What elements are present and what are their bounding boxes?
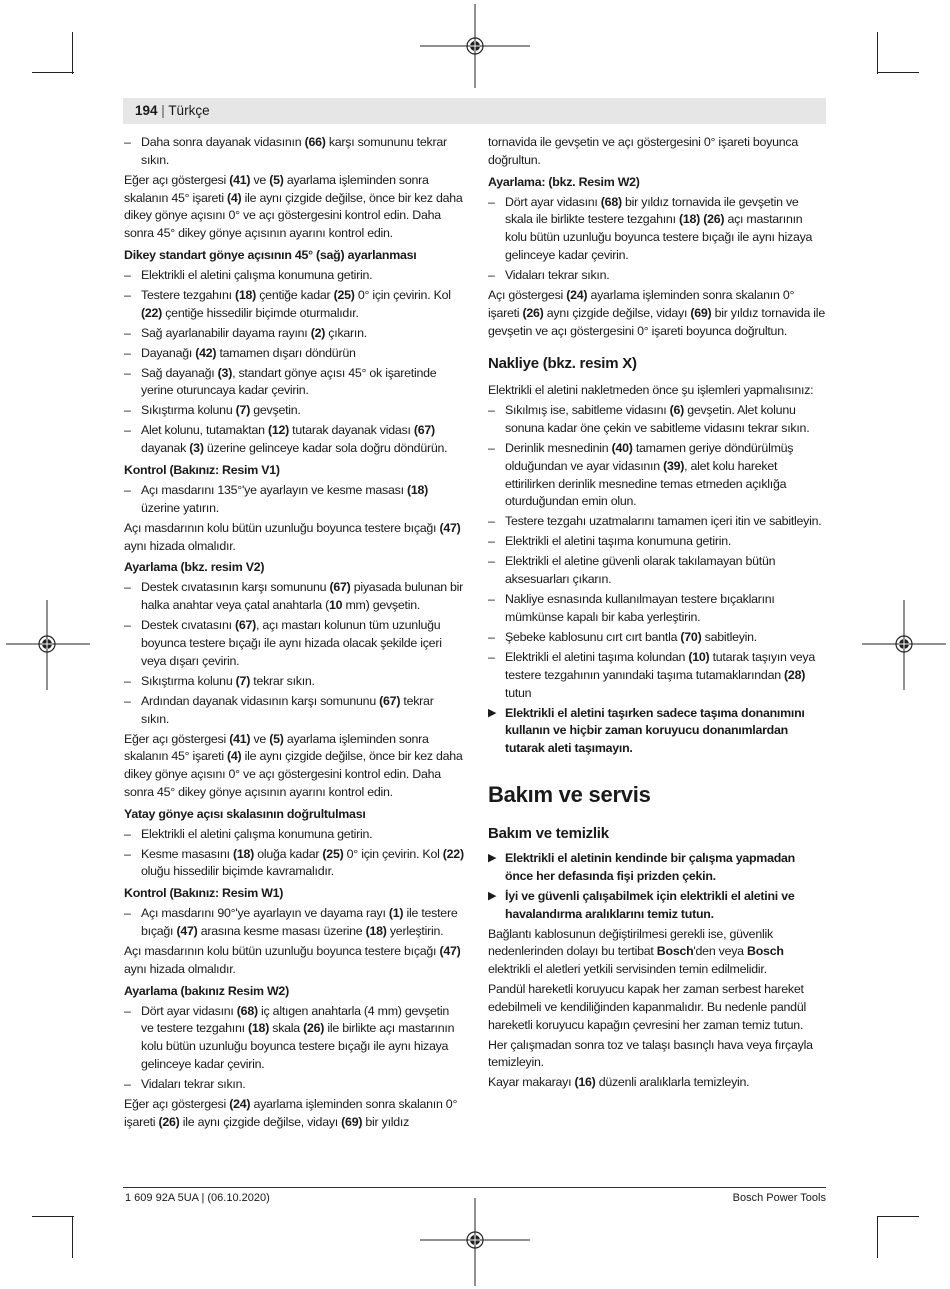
list-item: – Sıkıştırma kolunu (7) gevşetin. (124, 402, 464, 420)
list-item: – Elektrikli el aletine güvenli olarak takılamayan bütün aksesuarları çıkarın. (488, 553, 826, 589)
header-language: Türkçe (168, 103, 210, 118)
crop-mark (877, 1216, 878, 1258)
footer-doc-number: 1 609 92A 5UA | (06.10.2020) (125, 1192, 270, 1204)
header-divider: | (161, 103, 169, 118)
list-item: – Dört ayar vidasını (68) iç altıgen anahtarla (4 mm) gevşetin ve testere tezgahını (18) skala (26) ile birlikte açı mastarının kolu bütün uzunluğu boyunca testere bıçağı ile aynı hizaya gelinceye kadar çevirin. (124, 1003, 464, 1074)
paragraph: Açı göstergesi (24) ayarlama işleminden sonra skalanın 0° işareti (26) aynı çizgide değilse, vidayı (69) bir yıldız tornavida ile gevşetin ve açı göstergesini 0° işareti boyunca doğrultun. (488, 287, 825, 338)
crop-mark (72, 1216, 73, 1258)
subheading: Kontrol (Bakınız: Resim W1) (124, 886, 284, 901)
list-item: – Sıkılmış ise, sabitleme vidasını (6) gevşetin. Alet kolunu sonuna kadar öne çekin ve sabitleme vidasını tekrar sıkın. (488, 402, 826, 438)
left-column (124, 134, 464, 1134)
registration-mark-right (862, 600, 946, 690)
list-item: – Sıkıştırma kolunu (7) tekrar sıkın. (124, 673, 464, 691)
registration-mark-bottom (420, 1198, 530, 1286)
list-item: – Sağ ayarlanabilir dayama rayını (2) çıkarın. (124, 325, 464, 343)
crop-mark (877, 72, 919, 73)
crop-mark (72, 32, 73, 74)
paragraph: tornavida ile gevşetin ve açı göstergesini 0° işareti boyunca doğrultun. (488, 135, 798, 167)
paragraph: Her çalışmadan sonra toz ve talaşı basınçlı hava veya fırçayla temizleyin. (488, 1037, 813, 1070)
crop-mark (32, 72, 74, 73)
paragraph: Eğer açı göstergesi (41) ve (5) ayarlama işleminden sonra skalanın 45° işareti (4) ile aynı çizgide değilse, önce bir kez daha dikey gönye açısını 0° ve açı göstergesini kontrol edin. Daha sonra 45° dikey gönye açısının ayarını kontrol edin. (124, 731, 463, 799)
warning-item: ▶ Elektrikli el aletini taşırken sadece taşıma donanımını kullanın ve hiçbir zaman koruyucu donanımlardan tutarak aleti taşımayın. (488, 705, 826, 758)
right-column (488, 134, 826, 1094)
list-item: – Destek cıvatasını (67), açı mastarı kolunun tüm uzunluğu boyunca testere bıçağı ile aynı hizada olacak şekilde içeri veya dışarı çevirin. (124, 617, 464, 670)
subheading: Dikey standart gönye açısının 45° (sağ) ayarlanması (124, 247, 417, 262)
subheading: Kontrol (Bakınız: Resim V1) (124, 463, 280, 478)
list-item: – Vidaları tekrar sıkın. (488, 267, 826, 285)
page-number: 194 (135, 103, 158, 118)
list-item: – Elektrikli el aletini çalışma konumuna getirin. (124, 267, 464, 285)
list-item: – Dört ayar vidasını (68) bir yıldız tornavida ile gevşetin ve skala ile birlikte testere tezgahını (18) (26) açı mastarının kolu bütün uzunluğu boyunca testere bıçağı ile aynı hizaya gelinceye kadar çevirin. (488, 194, 826, 265)
page-header-bar (123, 98, 826, 124)
paragraph: Açı masdarının kolu bütün uzunluğu boyunca testere bıçağı (47) aynı hizada olmalıdır. (124, 520, 461, 553)
list-item: – Açı masdarını 135°'ye ayarlayın ve kesme masası (18) üzerine yatırın. (124, 482, 464, 518)
paragraph: Bağlantı kablosunun değiştirilmesi gerekli ise, güvenlik nedenlerinden dolayı bu tertibat Bosch'den veya Bosch elektrikli el aletleri yetkili servisinden temin edilmelidir. (488, 926, 784, 977)
subheading: Yatay gönye açısı skalasının doğrultulması (124, 806, 366, 821)
warning-item: ▶ Elektrikli el aletinin kendinde bir çalışma yapmadan önce her defasında fişi prizden çekin. (488, 850, 826, 886)
list-item: – Dayanağı (42) tamamen dışarı döndürün (124, 345, 464, 363)
footer-brand: Bosch Power Tools (732, 1192, 826, 1204)
paragraph: Eğer açı göstergesi (41) ve (5) ayarlama işleminden sonra skalanın 45° işareti (4) ile aynı çizgide değilse, önce bir kez daha dikey gönye açısını 0° ve açı göstergesini kontrol edin. Daha sonra 45° dikey gönye açısının ayarını kontrol edin. (124, 172, 463, 241)
paragraph: Eğer açı göstergesi (24) ayarlama işleminden sonra skalanın 0° işareti (26) ile aynı çizgide değilse, vidayı (69) bir yıldız (124, 1096, 458, 1129)
list-item: – Sağ dayanağı (3), standart gönye açısı 45° ok işaretinde yerine oturuncaya kadar çevirin. (124, 365, 464, 401)
list-item: – Alet kolunu, tutamaktan (12) tutarak dayanak vidası (67) dayanak (3) üzerine gelinceye kadar sola doğru döndürün. (124, 422, 464, 458)
list-item: – Şebeke kablosunu cırt cırt bantla (70) sabitleyin. (488, 629, 826, 647)
paragraph: Kayar makarayı (16) düzenli aralıklarla temizleyin. (488, 1075, 750, 1090)
crop-mark (877, 32, 878, 74)
subheading: Ayarlama (bakınız Resim W2) (124, 983, 289, 998)
section-title: Bakım ve servis (488, 781, 651, 807)
list-item: – Elektrikli el aletini taşıma kolundan (10) tutarak taşıyın veya testere tezgahının yanındaki taşıma tutamaklarından (28) tutun (488, 649, 826, 702)
list-item: – Vidaları tekrar sıkın. (124, 1076, 464, 1094)
paragraph: Pandül hareketli koruyucu kapak her zaman serbest hareket edebilmeli ve kendiliğinden kapanmalıdır. Bu nedenle pandül hareketli koruyucu kapağın çevresini her zaman temiz tutun. (488, 982, 806, 1032)
list-item: – Açı masdarını 90°'ye ayarlayın ve dayama rayı (1) ile testere bıçağı (47) arasına kesme masası üzerine (18) yerleştirin. (124, 905, 464, 941)
paragraph: Açı masdarının kolu bütün uzunluğu boyunca testere bıçağı (47) aynı hizada olmalıdır. (124, 944, 461, 976)
list-item: – Elektrikli el aletini çalışma konumuna getirin. (124, 826, 464, 844)
page-header (135, 103, 210, 118)
crop-mark (877, 1216, 919, 1217)
list-item: – Destek cıvatasının karşı somununu (67) piyasada bulunan bir halka anahtar veya çatal anahtarla (10 mm) gevşetin. (124, 579, 464, 615)
list-item: – Testere tezgahını (18) çentiğe kadar (25) 0° için çevirin. Kol (22) çentiğe hissedilir biçimde oturmalıdır. (124, 287, 464, 323)
footer-rule (123, 1187, 826, 1188)
list-item: – Nakliye esnasında kullanılmayan testere bıçaklarını mümkünse kapalı bir kaba yerleştirin. (488, 591, 826, 627)
paragraph: Elektrikli el aletini nakletmeden önce şu işlemleri yapmalısınız: (488, 383, 814, 398)
crop-mark (32, 1216, 74, 1217)
registration-mark-left (6, 600, 90, 690)
subheading: Ayarlama (bkz. resim V2) (124, 560, 265, 575)
registration-mark-top (420, 4, 530, 88)
subheading: Ayarlama: (bkz. Resim W2) (488, 174, 640, 189)
section-heading: Nakliye (bkz. resim X) (488, 355, 637, 373)
warning-item: ▶ İyi ve güvenli çalışabilmek için elektrikli el aletini ve havalandırma aralıklarını temiz tutun. (488, 888, 826, 924)
list-item: – Ardından dayanak vidasının karşı somununu (67) tekrar sıkın. (124, 693, 464, 729)
list-item: – Elektrikli el aletini taşıma konumuna getirin. (488, 533, 826, 551)
list-item: – Testere tezgahı uzatmalarını tamamen içeri itin ve sabitleyin. (488, 513, 826, 531)
list-item: – Derinlik mesnedinin (40) tamamen geriye döndürülmüş olduğundan ve ayar vidasının (39), alet kolu hareket ettirilirken derinlik mesnedine temas etmeden açıklığa oturduğundan emin olun. (488, 440, 826, 511)
list-item: – Daha sonra dayanak vidasının (66) karşı somununu tekrar sıkın. (124, 134, 464, 170)
list-item: – Kesme masasını (18) oluğa kadar (25) 0° için çevirin. Kol (22) oluğu hissedilir biçimde kavramalıdır. (124, 846, 464, 882)
subsection-heading: Bakım ve temizlik (488, 824, 609, 842)
